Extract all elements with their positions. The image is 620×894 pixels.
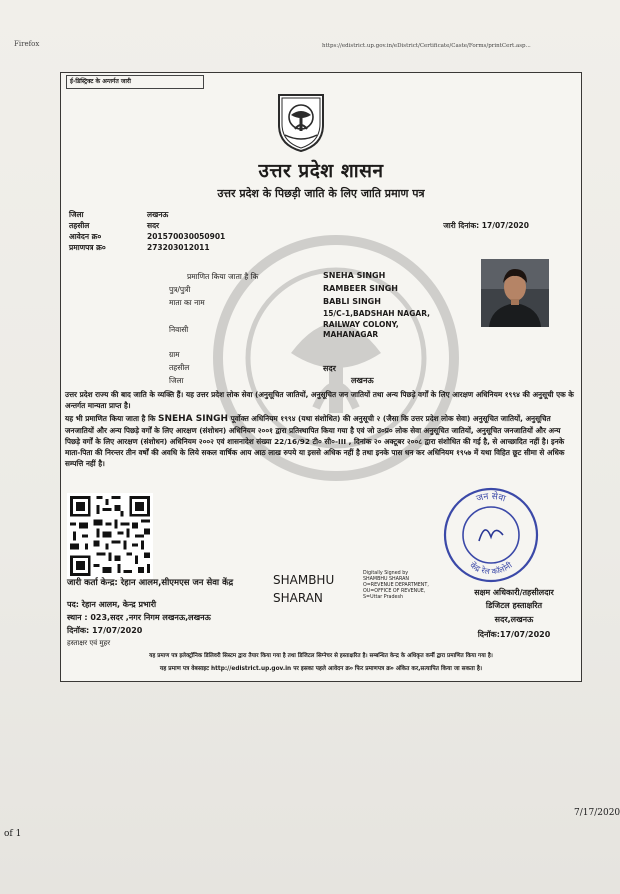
label-certify: प्रमाणित किया जाता है कि <box>187 272 259 281</box>
applicant-photo <box>481 259 549 327</box>
meta-certificate-no: प्रमाणपत्र क्र० 273203012011 <box>69 243 210 252</box>
government-title: उत्तर प्रदेश शासन <box>258 160 384 182</box>
issuer-place: स्थान : 023,सदर ,नगर निगम लखनऊ,लखनऊ <box>67 613 211 622</box>
label-mother: माता का नाम <box>169 298 205 307</box>
browser-url: https://edistrict.up.gov.in/eDistrict/Certificate/Caste/Forms/printCert.asp... <box>322 43 531 49</box>
authority-date: दिनॉक:17/07/2020 <box>477 630 551 639</box>
issuer-post: पद: रेहान आलम, केन्द्र प्रभारी <box>67 600 157 609</box>
caste-certificate <box>60 72 582 682</box>
tehsil-value: सदर <box>323 364 336 373</box>
statement-name: SNEHA SINGH <box>157 414 229 424</box>
issuer-date: दिनॉक: 17/07/2020 <box>67 626 143 635</box>
footer-note-2: यह प्रमाण पत्र वेबसाइट http://edistrict.up.gov.in पर इसका पहले आवेदन क्र० फिर प्रमाणपत्र क्र० अंकित कर,सत्यापित किया जा सकता है। <box>159 666 483 672</box>
issue-date: जारी दिनांक: 17/07/2020 <box>443 221 529 230</box>
district-value: लखनऊ <box>351 376 374 385</box>
meta-tehsil: तहसील सदर <box>69 221 160 230</box>
label-tehsil: तहसील <box>169 363 190 372</box>
seal-top-text: जन सेवा <box>475 491 507 505</box>
up-state-emblem-icon <box>273 91 329 153</box>
svg-text:केंद्र रेल कॉलोनी <box>468 559 514 576</box>
certificate-title: उत्तर प्रदेश के पिछड़ी जाति के लिए जाति प्रमाण पत्र <box>217 187 425 200</box>
label-father: पुत्र/पुत्री <box>169 285 191 294</box>
page-count: of 1 <box>4 829 22 839</box>
digital-sign-details: Digitally Signed by SHAMBHU SHARAN O=REVENUE DEPARTMENT, OU=OFFICE OF REVENUE, S=Uttar Pradesh <box>363 571 429 600</box>
certification-statement: यह भी प्रमाणित किया जाता है कि SNEHA SINGH पूर्वोक्त अधिनियम १९९४ (यथा संशोधित) की अनुसूची २ (जैसा कि उत्तर प्रदेश लोक सेवा) अनुसूचित जातियों, अनुसूचित जनजातियों और अन्य पिछड़े वर्गों के लिए आरक्षण (संशोधन) अधिनियम २००१ द्वारा प्रतिस्थापित किया गया है एवं जो उ०प्र० लोक सेवा अनुसूचित जातियों, अनुसूचित जनजातियों और अन्य पिछड़े वर्गों के लिए आरक्षण (संशोधन) अधिनियम २००२ एवं शासनादेश संख्या 22/16/92 टी० सी०-III , दिनांक २० अक्टूबर २००८ द्वारा संशोधित की गई है, से आच्छादित नहीं है। इनके माता-पिता की निरन्तर तीन वर्षों की अवधि के लिये सकल वार्षिक आय आठ लाख रुपये या इससे अधिक नहीं है तथा इनके पास धन कर अधिनियम १९५७ में यथा विहित छूट सीमा से अधिक सम्पत्ति नहीं है। <box>65 414 565 468</box>
svg-text:जन सेवा <box>475 490 507 505</box>
egov-note: ई-डिस्ट्रिक्ट के अन्तर्गत जारी <box>66 75 204 89</box>
label-residence: निवासी <box>169 325 189 334</box>
qr-code-icon <box>67 493 153 579</box>
issuer-center: जारी कर्ता केन्द्र: रेहान आलम,सीएमएस जन सेवा केंद्र <box>67 578 234 588</box>
mother-name: BABLI SINGH <box>323 297 381 306</box>
issuer-sign-label: हस्ताक्षर एवं मुहर <box>67 639 111 647</box>
address: 15/C-1,BADSHAH NAGAR, RAILWAY COLONY, MAHANAGAR <box>323 309 430 339</box>
digital-sign-name: SHAMBHU SHARAN <box>273 573 335 605</box>
label-district: जिला <box>169 376 184 385</box>
authority-digital: डिजिटल हस्ताक्षरित <box>485 601 543 610</box>
caste-statement: उत्तर प्रदेश राज्य की बाद जाति के व्यक्ति हैं। यह उत्तर प्रदेश लोक सेवा (अनुसूचित जातियों, अनुसूचित जन जातियों तथा अन्य पिछड़े वर्गों के लिए आरक्षण अधिनियम १९९४ की अनुसूची एक के अन्तर्गत मान्यता प्राप्त है। <box>65 390 574 410</box>
browser-title: Firefox <box>14 40 40 48</box>
print-date: 7/17/2020 <box>574 808 620 818</box>
jan-seva-kendra-seal-icon <box>441 485 541 585</box>
applicant-name: SNEHA SINGH <box>323 271 386 280</box>
footer-note-1: यह प्रमाण पत्र इलेक्ट्रॉनिक डिलिवरी सिस्टम द्वारा तैयार किया गया है तथा डिजिटल सिग्नेचर से हस्ताक्षरित है। सम्बन्धित केन्द्र के अधिकृत कर्मी द्वारा प्रमाणित किया गया है। <box>149 653 493 659</box>
seal-bottom-text: केंद्र रेल कॉलोनी <box>468 560 514 577</box>
authority-title: सक्षम अधिकारी/तहसीलदार <box>474 588 554 597</box>
label-village: ग्राम <box>169 350 180 359</box>
authority-place: सदर,लखनऊ <box>494 615 534 624</box>
meta-application-no: आवेदन क्र० 201570030050901 <box>69 232 226 241</box>
meta-district: जिला लखनऊ <box>69 210 169 219</box>
father-name: RAMBEER SINGH <box>323 284 398 293</box>
